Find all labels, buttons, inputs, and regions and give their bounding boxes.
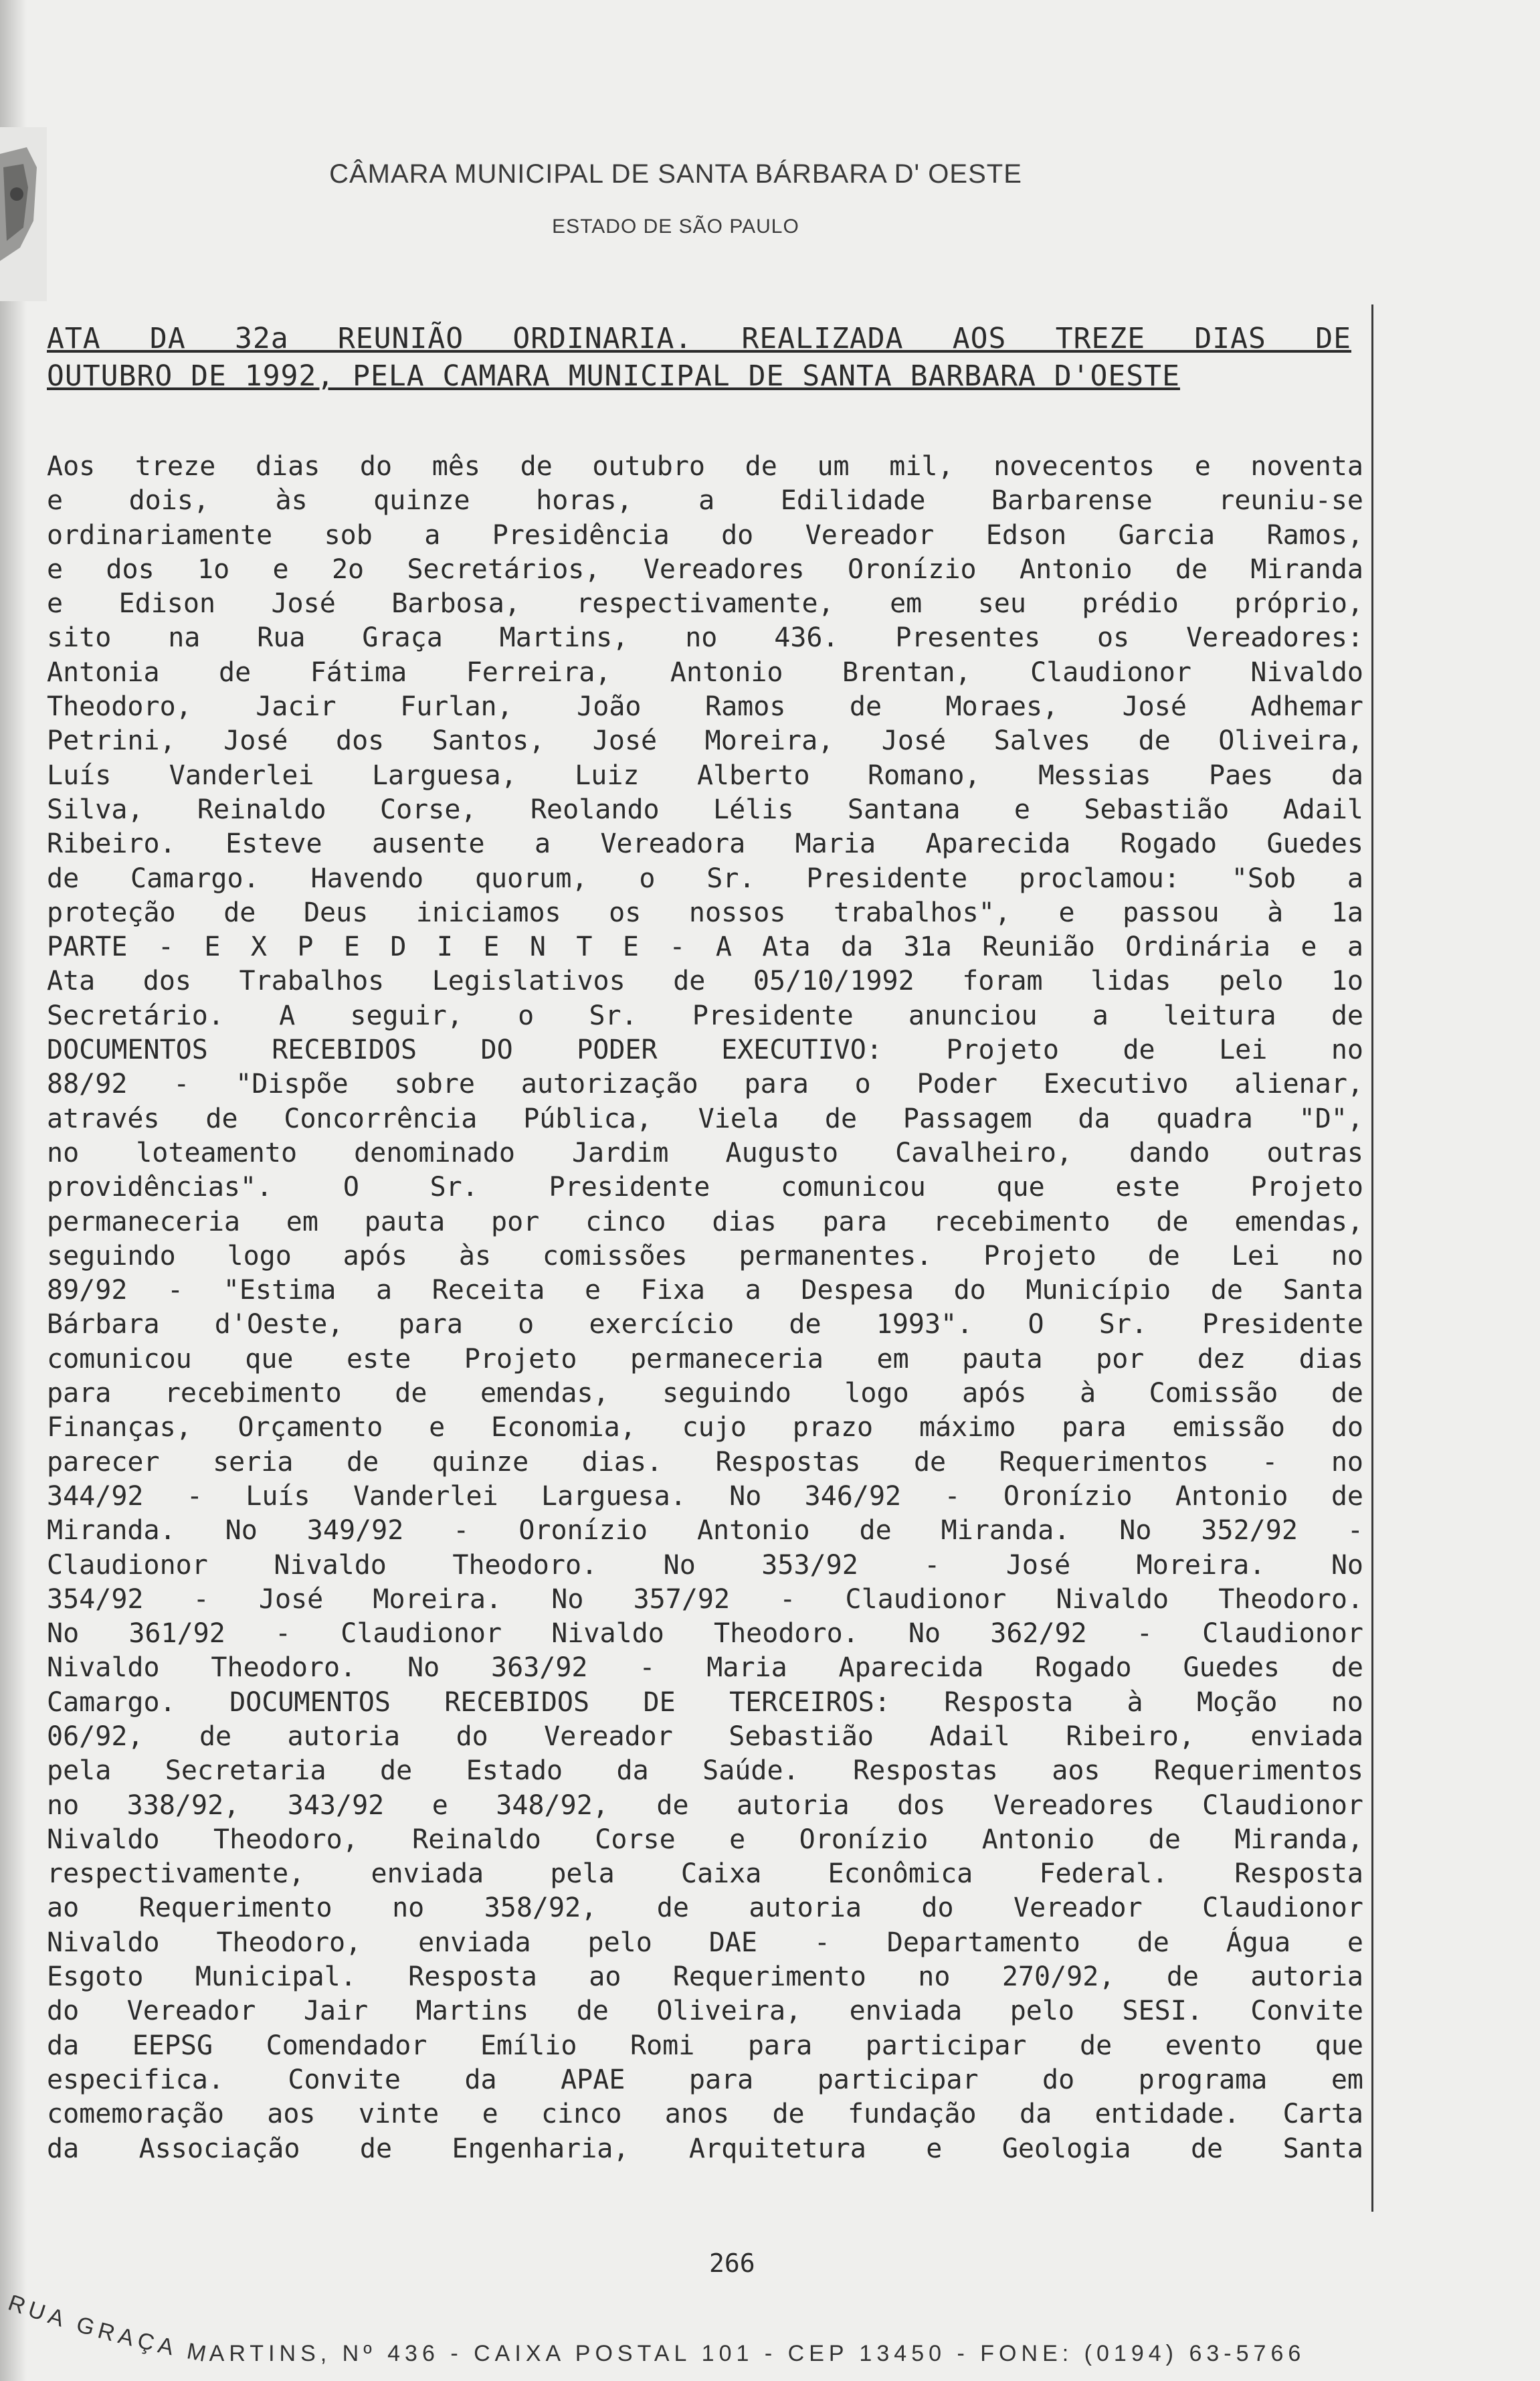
- body-line: 06/92, de autoria do Vereador Sebastião Adail Ribeiro, enviada: [47, 1721, 1363, 1752]
- coat-of-arms-icon: [0, 127, 47, 301]
- body-line: da EEPSG Comendador Emílio Romi para participar de evento que: [47, 2030, 1363, 2061]
- body-line: para recebimento de emendas, seguindo logo após à Comissão de: [47, 1378, 1363, 1409]
- minutes-body: [47, 450, 1363, 2166]
- body-line: permaneceria em pauta por cinco dias para recebimento de emendas,: [47, 1206, 1363, 1237]
- body-line: 344/92 - Luís Vanderlei Larguesa. No 346/92 - Oronízio Antonio de: [47, 1480, 1363, 1512]
- footer-address: [0, 2295, 1540, 2376]
- body-line: especifica. Convite da APAE para participar do programa em: [47, 2064, 1363, 2095]
- body-line: do Vereador Jair Martins de Oliveira, enviada pelo SESI. Convite: [47, 1996, 1363, 2027]
- body-line: Silva, Reinaldo Corse, Reolando Lélis Santana e Sebastião Adail: [47, 794, 1363, 825]
- footer-text: RUA GRAÇA MARTINS, Nº 436 - CAIXA POSTAL 101 - CEP 13450 - FONE: (0194) 63-5766: [5, 2295, 1306, 2368]
- body-line: através de Concorrência Pública, Viela de Passagem da quadra "D",: [47, 1103, 1363, 1134]
- heading-line: OUTUBRO DE 1992, PELA CAMARA MUNICIPAL DE SANTA BARBARA D'OESTE: [47, 359, 1180, 393]
- body-line: da Associação de Engenharia, Arquitetura e Geologia de Santa: [47, 2133, 1363, 2164]
- body-line: proteção de Deus iniciamos os nossos trabalhos", e passou à 1a: [47, 897, 1363, 928]
- body-line: Nivaldo Theodoro, enviada pelo DAE - Departamento de Água e: [47, 1927, 1363, 1958]
- body-line: Nivaldo Theodoro, Reinaldo Corse e Oronízio Antonio de Miranda,: [47, 1824, 1363, 1855]
- body-line: Claudionor Nivaldo Theodoro. No 353/92 - José Moreira. No: [47, 1549, 1363, 1581]
- body-line: PARTE - E X P E D I E N T E - A Ata da 31a Reunião Ordinária e a: [47, 932, 1363, 963]
- body-line: Esgoto Municipal. Resposta ao Requerimento no 270/92, de autoria: [47, 1961, 1363, 1993]
- body-line: providências". O Sr. Presidente comunicou que este Projeto: [47, 1172, 1363, 1203]
- page-edge-shadow: [0, 0, 27, 2381]
- body-line: respectivamente, enviada pela Caixa Econômica Federal. Resposta: [47, 1858, 1363, 1890]
- body-line: Miranda. No 349/92 - Oronízio Antonio de Miranda. No 352/92 -: [47, 1515, 1363, 1547]
- body-line: sito na Rua Graça Martins, no 436. Presentes os Vereadores:: [47, 622, 1363, 654]
- body-line: e dos 1o e 2o Secretários, Vereadores Oronízio Antonio de Miranda: [47, 553, 1363, 585]
- body-line: Camargo. DOCUMENTOS RECEBIDOS DE TERCEIROS: Resposta à Moção no: [47, 1686, 1363, 1718]
- body-line: Nivaldo Theodoro. No 363/92 - Maria Aparecida Rogado Guedes de: [47, 1652, 1363, 1684]
- body-line: Secretário. A seguir, o Sr. Presidente anunciou a leitura de: [47, 1000, 1363, 1031]
- body-line: parecer seria de quinze dias. Respostas de Requerimentos - no: [47, 1446, 1363, 1478]
- body-line: Aos treze dias do mês de outubro de um mil, novecentos e noventa: [47, 451, 1363, 482]
- body-line: ao Requerimento no 358/92, de autoria do Vereador Claudionor: [47, 1892, 1363, 1924]
- body-line: 89/92 - "Estima a Receita e Fixa a Despesa do Município de Santa: [47, 1275, 1363, 1306]
- svg-text:RUA GRAÇA MARTINS, Nº 436 - CA: [5, 2295, 1305, 2368]
- body-line: Bárbara d'Oeste, para o exercício de 1993". O Sr. Presidente: [47, 1309, 1363, 1340]
- body-line: Petrini, José dos Santos, José Moreira, José Salves de Oliveira,: [47, 725, 1363, 757]
- body-line: 88/92 - "Dispõe sobre autorização para o Poder Executivo alienar,: [47, 1069, 1363, 1100]
- body-line: Finanças, Orçamento e Economia, cujo prazo máximo para emissão do: [47, 1412, 1363, 1443]
- header-subtitle: ESTADO DE SÃO PAULO: [552, 215, 799, 238]
- body-line: e dois, às quinze horas, a Edilidade Barbarense reuniu-se: [47, 485, 1363, 517]
- body-line: Ata dos Trabalhos Legislativos de 05/10/1992 foram lidas pelo 1o: [47, 966, 1363, 997]
- body-line: comemoração aos vinte e cinco anos de fundação da entidade. Carta: [47, 2099, 1363, 2130]
- body-line: de Camargo. Havendo quorum, o Sr. Presidente proclamou: "Sob a: [47, 863, 1363, 894]
- header-title: CÂMARA MUNICIPAL DE SANTA BÁRBARA D' OESTE: [329, 159, 1022, 189]
- body-line: DOCUMENTOS RECEBIDOS DO PODER EXECUTIVO: Projeto de Lei no: [47, 1035, 1363, 1066]
- heading-line: ATA DA 32a REUNIÃO ORDINARIA. REALIZADA AOS TREZE DIAS DE: [47, 322, 1351, 355]
- page-number: 266: [709, 2248, 755, 2278]
- margin-rule: [1371, 304, 1373, 2212]
- body-line: pela Secretaria de Estado da Saúde. Respostas aos Requerimentos: [47, 1755, 1363, 1787]
- body-line: No 361/92 - Claudionor Nivaldo Theodoro. No 362/92 - Claudionor: [47, 1618, 1363, 1650]
- body-line: ordinariamente sob a Presidência do Vereador Edson Garcia Ramos,: [47, 519, 1363, 551]
- body-line: Theodoro, Jacir Furlan, João Ramos de Moraes, José Adhemar: [47, 691, 1363, 723]
- minutes-heading: [47, 320, 1351, 395]
- body-line: Ribeiro. Esteve ausente a Vereadora Maria Aparecida Rogado Guedes: [47, 828, 1363, 860]
- body-line: 354/92 - José Moreira. No 357/92 - Claudionor Nivaldo Theodoro.: [47, 1583, 1363, 1615]
- body-line: seguindo logo após às comissões permanentes. Projeto de Lei no: [47, 1240, 1363, 1271]
- body-line: comunicou que este Projeto permaneceria em pauta por dez dias: [47, 1343, 1363, 1375]
- body-line: e Edison José Barbosa, respectivamente, em seu prédio próprio,: [47, 588, 1363, 620]
- body-line: Luís Vanderlei Larguesa, Luiz Alberto Romano, Messias Paes da: [47, 760, 1363, 791]
- body-line: no loteamento denominado Jardim Augusto Cavalheiro, dando outras: [47, 1137, 1363, 1168]
- body-line: Antonia de Fátima Ferreira, Antonio Brentan, Claudionor Nivaldo: [47, 656, 1363, 688]
- body-line: no 338/92, 343/92 e 348/92, de autoria dos Vereadores Claudionor: [47, 1789, 1363, 1821]
